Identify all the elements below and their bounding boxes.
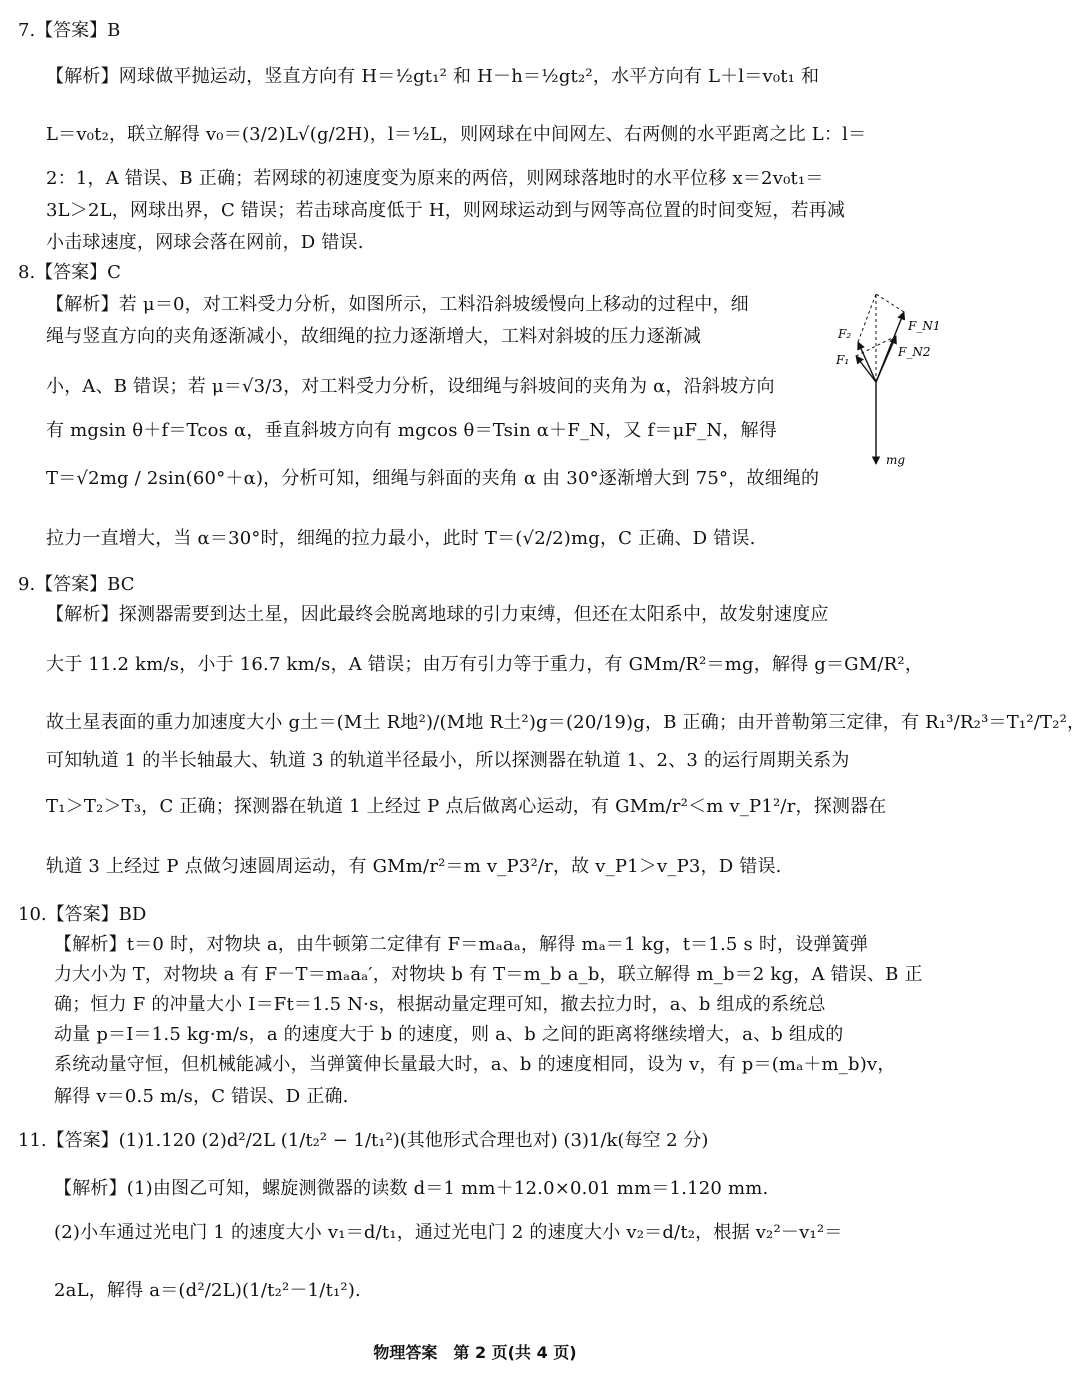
q10-line-4: 动量 p＝I＝1.5 kg·m/s，a 的速度大于 b 的速度，则 a、b 之间的距离将继续增大，a、b 组成的: [54, 1024, 844, 1045]
q8-answer: 8.【答案】C: [18, 262, 121, 283]
q8-line-3: 小，A、B 错误；若 μ＝√3/3，对工料受力分析，设细绳与斜坡间的夹角为 α，沿斜坡方向: [46, 376, 775, 397]
q7-line-4: 3L＞2L，网球出界，C 错误；若击球高度低于 H，则网球运动到与网等高位置的时间变短，若再减: [46, 200, 846, 221]
force-diagram: [828, 286, 941, 476]
q11-line-2: (2)小车通过光电门 1 的速度大小 v₁＝d/t₁，通过光电门 2 的速度大小 v₂＝d/t₂，根据 v₂²－v₁²＝: [54, 1222, 843, 1243]
q11-line-3: 2aL，解得 a＝(d²/2L)(1/t₂²－1/t₁²).: [54, 1280, 361, 1301]
page-footer: 物理答案 第 2 页(共 4 页): [373, 1343, 577, 1362]
q8-line-4: 有 mgsin θ＋f＝Tcos α，垂直斜坡方向有 mgcos θ＝Tsin α＋F_N，又 f＝μF_N，解得: [46, 420, 777, 441]
q9-line-2: 大于 11.2 km/s，小于 16.7 km/s，A 错误；由万有引力等于重力，有 GMm/R²＝mg，解得 g＝GM/R²，: [46, 654, 924, 675]
q9-line-6: 轨道 3 上经过 P 点做匀速圆周运动，有 GMm/r²＝m v_P3²/r，故 v_P1＞v_P3，D 错误.: [46, 856, 782, 877]
fn2-arrow: [876, 336, 896, 382]
q10-answer: 10.【答案】BD: [18, 904, 147, 925]
q7-line-5: 小击球速度，网球会落在网前，D 错误.: [46, 232, 364, 253]
q11-answer: 11.【答案】(1)1.120 (2)d²/2L (1/t₂² − 1/t₁²)(其他形式合理也对) (3)1/k(每空 2 分): [18, 1130, 709, 1151]
q9-line-4: 可知轨道 1 的半长轴最大、轨道 3 的轨道半径最小，所以探测器在轨道 1、2、3 的运行周期关系为: [46, 750, 850, 771]
q10-line-2: 力大小为 T，对物块 a 有 F－T＝mₐaₐ′，对物块 b 有 T＝m_b a_b，联立解得 m_b＝2 kg，A 错误、B 正: [54, 964, 923, 985]
dash-1: [858, 294, 876, 342]
q8-line-2: 绳与竖直方向的夹角逐渐减小，故细绳的拉力逐渐增大，工料对斜坡的压力逐渐减: [46, 326, 702, 347]
q10-line-5: 系统动量守恒，但机械能减小，当弹簧伸长量最大时，a、b 的速度相同，设为 v，有 p＝(mₐ＋m_b)v，: [54, 1054, 896, 1075]
q10-line-1: 【解析】t＝0 时，对物块 a，由牛顿第二定律有 F＝mₐaₐ，解得 mₐ＝1 kg，t＝1.5 s 时，设弹簧弹: [54, 934, 869, 955]
label-f2: F₂: [838, 327, 852, 341]
q7-line-3: 2：1，A 错误、B 正确；若网球的初速度变为原来的两倍，则网球落地时的水平位移 x＝2v₀t₁＝: [46, 168, 824, 189]
q9-line-5: T₁＞T₂＞T₃，C 正确；探测器在轨道 1 上经过 P 点后做离心运动，有 GMm/r²＜m v_P1²/r，探测器在: [46, 796, 887, 817]
dash-2: [876, 294, 904, 312]
q9-line-1: 【解析】探测器需要到达土星，因此最终会脱离地球的引力束缚，但还在太阳系中，故发射速度应: [46, 604, 829, 625]
q8-line-6: 拉力一直增大，当 α＝30°时，细绳的拉力最小，此时 T＝(√2/2)mg，C 正确、D 错误.: [46, 528, 756, 549]
q9-answer: 9.【答案】BC: [18, 574, 135, 595]
q7-line-2: L＝v₀t₂，联立解得 v₀＝(3/2)L√(g/2H)，l＝½L，则网球在中间网左、右两侧的水平距离之比 L：l＝: [46, 124, 867, 145]
q7-answer: 7.【答案】B: [18, 20, 121, 41]
q11-line-1: 【解析】(1)由图乙可知，螺旋测微器的读数 d＝1 mm＋12.0×0.01 mm＝1.120 mm.: [54, 1178, 769, 1199]
label-f1: F₁: [836, 353, 850, 367]
label-fn1: F_N1: [908, 319, 941, 333]
q10-line-3: 确；恒力 F 的冲量大小 I＝Ft＝1.5 N·s，根据动量定理可知，撤去拉力时，a、b 组成的系统总: [54, 994, 826, 1015]
q7-line-1: 【解析】网球做平抛运动，竖直方向有 H＝½gt₁² 和 H－h＝½gt₂²，水平方向有 L＋l＝v₀t₁ 和: [46, 66, 820, 87]
q9-line-3: 故土星表面的重力加速度大小 g土＝(M土 R地²)/(M地 R土²)g＝(20/19)g，B 正确；由开普勒第三定律，有 R₁³/R₂³＝T₁²/T₂²，: [46, 712, 1085, 733]
q8-line-5: T＝√2mg / 2sin(60°＋α)，分析可知，细绳与斜面的夹角 α 由 30°逐渐增大到 75°，故细绳的: [46, 468, 820, 489]
q8-line-1: 【解析】若 μ＝0，对工料受力分析，如图所示，工料沿斜坡缓慢向上移动的过程中，细: [46, 294, 749, 315]
q10-line-6: 解得 v＝0.5 m/s，C 错误、D 正确.: [54, 1086, 349, 1107]
label-fn2: F_N2: [898, 345, 931, 359]
label-mg: mg: [886, 453, 906, 467]
